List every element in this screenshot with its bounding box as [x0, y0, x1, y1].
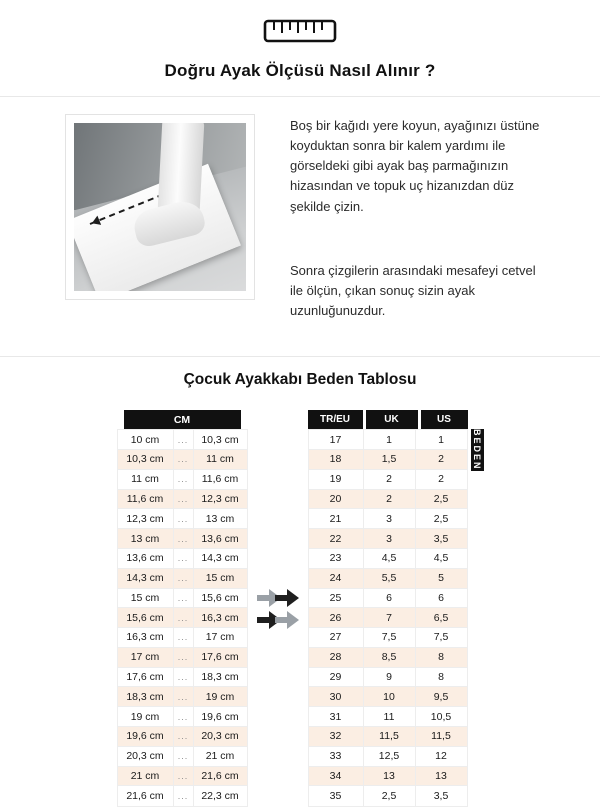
- size-table-row: [309, 589, 467, 609]
- us-cell: 8: [438, 651, 444, 664]
- ruler-icon: [263, 18, 337, 49]
- tr-eu-cell: 24: [309, 569, 364, 588]
- cm-from-cell: 20,3 cm: [118, 747, 174, 766]
- tr-eu-cell: 34: [309, 767, 364, 786]
- size-table-row: [309, 470, 467, 490]
- page-title: Doğru Ayak Ölçüsü Nasıl Alınır ?: [164, 61, 436, 80]
- cm-from-cell: 15 cm: [118, 589, 174, 608]
- cm-to-cell: 11 cm: [206, 453, 234, 466]
- uk-cell: 1: [364, 430, 416, 449]
- section-title: Çocuk Ayakkabı Beden Tablosu: [183, 371, 417, 389]
- cm-sep-cell: ...: [174, 668, 194, 687]
- header-us: US: [421, 410, 468, 429]
- tr-eu-cell: 32: [309, 727, 364, 746]
- cm-sep-cell: ...: [174, 786, 194, 806]
- tr-eu-cell: 26: [309, 608, 364, 627]
- size-table-row: [309, 648, 467, 668]
- tr-eu-cell: 29: [309, 668, 364, 687]
- us-cell: 1: [438, 433, 444, 446]
- tr-eu-cell: 35: [309, 786, 364, 806]
- cm-from-cell: 10 cm: [118, 430, 174, 449]
- cm-table-row: [118, 509, 247, 529]
- tr-eu-cell: 18: [309, 450, 364, 469]
- cm-table-row: [118, 648, 247, 668]
- cm-sep-cell: ...: [174, 490, 194, 509]
- cm-to-cell: 20,3 cm: [201, 730, 239, 743]
- cm-table-row: [118, 430, 247, 450]
- tr-eu-cell: 21: [309, 509, 364, 528]
- foot-measure-photo: [65, 114, 255, 300]
- tr-eu-cell: 30: [309, 687, 364, 706]
- cm-to-cell: 10,3 cm: [201, 433, 239, 446]
- size-table-row: [309, 450, 467, 470]
- cm-to-cell: 19,6 cm: [201, 710, 239, 723]
- us-cell: 6,5: [433, 611, 449, 624]
- cm-to-cell: 15,6 cm: [201, 591, 239, 604]
- uk-cell: 8,5: [364, 648, 416, 667]
- cm-to-cell: 19 cm: [205, 690, 235, 703]
- size-table-row: [309, 569, 467, 589]
- cm-table: [117, 410, 248, 807]
- size-table-row: [309, 529, 467, 549]
- cm-sep-cell: ...: [174, 608, 194, 627]
- cm-from-cell: 16,3 cm: [118, 628, 174, 647]
- cm-to-cell: 17,6 cm: [201, 651, 239, 664]
- size-table-row: [309, 509, 467, 529]
- howto-section: [0, 97, 600, 341]
- uk-cell: 13: [364, 767, 416, 786]
- tr-eu-cell: 28: [309, 648, 364, 667]
- us-cell: 2: [438, 473, 444, 486]
- cm-table-row: [118, 549, 247, 569]
- foot-on-paper-image: [74, 123, 246, 291]
- us-cell: 10,5: [430, 710, 452, 723]
- cm-to-cell: 21 cm: [205, 750, 235, 763]
- us-cell: 2: [438, 453, 444, 466]
- us-cell: 5: [438, 572, 444, 585]
- uk-cell: 7,5: [364, 628, 416, 647]
- cm-sep-cell: ...: [174, 747, 194, 766]
- tr-eu-cell: 31: [309, 707, 364, 726]
- us-cell: 2,5: [433, 492, 449, 505]
- size-table-row: [309, 786, 467, 806]
- instruction-paragraph-2: Sonra çizgilerin arasındaki mesafeyi cetvel ile ölçün, çıkan sonuç sizin ayak uzunluğunuzdur.: [290, 262, 536, 318]
- cm-sep-cell: ...: [174, 569, 194, 588]
- cm-to-cell: 16,3 cm: [201, 611, 239, 624]
- cm-table-row: [118, 450, 247, 470]
- header-tr-eu: TR/EU: [308, 410, 363, 429]
- cm-table-row: [118, 608, 247, 628]
- us-cell: 8: [438, 671, 444, 684]
- instructions-block: [290, 114, 548, 321]
- cm-sep-cell: ...: [174, 470, 194, 489]
- cm-to-cell: 13 cm: [205, 512, 235, 525]
- uk-cell: 6: [364, 589, 416, 608]
- cm-table-row: [118, 727, 247, 747]
- cm-table-header: CM: [124, 410, 241, 429]
- header-uk: UK: [366, 410, 418, 429]
- cm-to-cell: 18,3 cm: [201, 671, 239, 684]
- cm-from-cell: 18,3 cm: [118, 687, 174, 706]
- uk-cell: 1,5: [364, 450, 416, 469]
- uk-cell: 7: [364, 608, 416, 627]
- size-table-row: [309, 747, 467, 767]
- uk-cell: 5,5: [364, 569, 416, 588]
- cm-table-row: [118, 569, 247, 589]
- cm-to-cell: 14,3 cm: [201, 552, 239, 565]
- uk-cell: 10: [364, 687, 416, 706]
- cm-from-cell: 10,3 cm: [118, 450, 174, 469]
- cm-sep-cell: ...: [174, 628, 194, 647]
- cm-sep-cell: ...: [174, 687, 194, 706]
- cm-table-row: [118, 529, 247, 549]
- size-table-row: [309, 490, 467, 510]
- us-cell: 3,5: [433, 532, 449, 545]
- double-right-arrows-icon: [255, 410, 301, 807]
- tr-eu-cell: 23: [309, 549, 364, 568]
- cm-table-row: [118, 767, 247, 787]
- size-table-row: [309, 687, 467, 707]
- tr-eu-cell: 27: [309, 628, 364, 647]
- cm-to-cell: 15 cm: [205, 572, 235, 585]
- cm-from-cell: 17,6 cm: [118, 668, 174, 687]
- cm-sep-cell: ...: [174, 549, 194, 568]
- uk-cell: 4,5: [364, 549, 416, 568]
- cm-table-row: [118, 747, 247, 767]
- us-cell: 13: [435, 770, 447, 783]
- cm-to-cell: 22,3 cm: [201, 790, 239, 803]
- cm-sep-cell: ...: [174, 529, 194, 548]
- cm-from-cell: 21 cm: [118, 767, 174, 786]
- size-table-row: [309, 707, 467, 727]
- size-tables-section: [0, 357, 600, 807]
- size-table-header: [308, 410, 468, 429]
- us-cell: 2,5: [433, 512, 449, 525]
- uk-cell: 2: [364, 470, 416, 489]
- uk-cell: 2,5: [364, 786, 416, 806]
- cm-from-cell: 19,6 cm: [118, 727, 174, 746]
- cm-to-cell: 21,6 cm: [201, 770, 239, 783]
- cm-table-row: [118, 589, 247, 609]
- size-table-row: [309, 549, 467, 569]
- uk-cell: 3: [364, 529, 416, 548]
- cm-table-row: [118, 687, 247, 707]
- beden-label-text: BEDEN: [472, 429, 482, 471]
- us-cell: 7,5: [433, 631, 449, 644]
- size-table-row: [309, 608, 467, 628]
- cm-sep-cell: ...: [174, 430, 194, 449]
- uk-cell: 11,5: [364, 727, 416, 746]
- cm-to-cell: 17 cm: [205, 631, 235, 644]
- uk-cell: 2: [364, 490, 416, 509]
- cm-to-cell: 12,3 cm: [201, 492, 239, 505]
- us-cell: 11,5: [431, 730, 451, 743]
- cm-table-row: [118, 707, 247, 727]
- uk-cell: 11: [364, 707, 416, 726]
- size-table-row: [309, 727, 467, 747]
- cm-table-row: [118, 470, 247, 490]
- instruction-paragraph-1: Boş bir kağıdı yere koyun, ayağınızı üstüne koyduktan sonra bir kalem yardımı ile görseldeki gibi ayak baş parmağınızın hizasından ve topuk uç hizanızdan düz şekilde çizin.: [290, 118, 540, 214]
- size-table-row: [309, 668, 467, 688]
- cm-table-row: [118, 490, 247, 510]
- size-table-wrap: [308, 410, 484, 807]
- cm-sep-cell: ...: [174, 509, 194, 528]
- cm-table-row: [118, 786, 247, 806]
- cm-sep-cell: ...: [174, 589, 194, 608]
- tr-eu-cell: 20: [309, 490, 364, 509]
- cm-table-row: [118, 668, 247, 688]
- cm-from-cell: 17 cm: [118, 648, 174, 667]
- uk-cell: 9: [364, 668, 416, 687]
- uk-cell: 12,5: [364, 747, 416, 766]
- cm-sep-cell: ...: [174, 727, 194, 746]
- cm-to-cell: 13,6 cm: [201, 532, 239, 545]
- page-header: [0, 0, 600, 81]
- uk-cell: 3: [364, 509, 416, 528]
- cm-from-cell: 14,3 cm: [118, 569, 174, 588]
- cm-sep-cell: ...: [174, 450, 194, 469]
- size-table-row: [309, 430, 467, 450]
- cm-from-cell: 12,3 cm: [118, 509, 174, 528]
- size-table: [308, 410, 468, 807]
- cm-to-cell: 11,6 cm: [201, 473, 239, 486]
- tr-eu-cell: 33: [309, 747, 364, 766]
- cm-from-cell: 13,6 cm: [118, 549, 174, 568]
- beden-vertical-label: [471, 429, 484, 471]
- us-cell: 3,5: [433, 790, 449, 803]
- us-cell: 12: [435, 750, 447, 763]
- tr-eu-cell: 25: [309, 589, 364, 608]
- cm-from-cell: 21,6 cm: [118, 786, 174, 806]
- us-cell: 4,5: [433, 552, 449, 565]
- cm-table-body: [117, 429, 248, 807]
- cm-from-cell: 15,6 cm: [118, 608, 174, 627]
- size-table-body: [308, 429, 468, 807]
- cm-from-cell: 19 cm: [118, 707, 174, 726]
- tr-eu-cell: 17: [309, 430, 364, 449]
- tr-eu-cell: 19: [309, 470, 364, 489]
- tr-eu-cell: 22: [309, 529, 364, 548]
- cm-sep-cell: ...: [174, 648, 194, 667]
- us-cell: 9,5: [433, 690, 449, 703]
- cm-from-cell: 11 cm: [118, 470, 174, 489]
- cm-sep-cell: ...: [174, 767, 194, 786]
- cm-table-row: [118, 628, 247, 648]
- cm-from-cell: 11,6 cm: [118, 490, 174, 509]
- us-cell: 6: [438, 591, 444, 604]
- cm-from-cell: 13 cm: [118, 529, 174, 548]
- cm-sep-cell: ...: [174, 707, 194, 726]
- size-table-row: [309, 628, 467, 648]
- size-table-row: [309, 767, 467, 787]
